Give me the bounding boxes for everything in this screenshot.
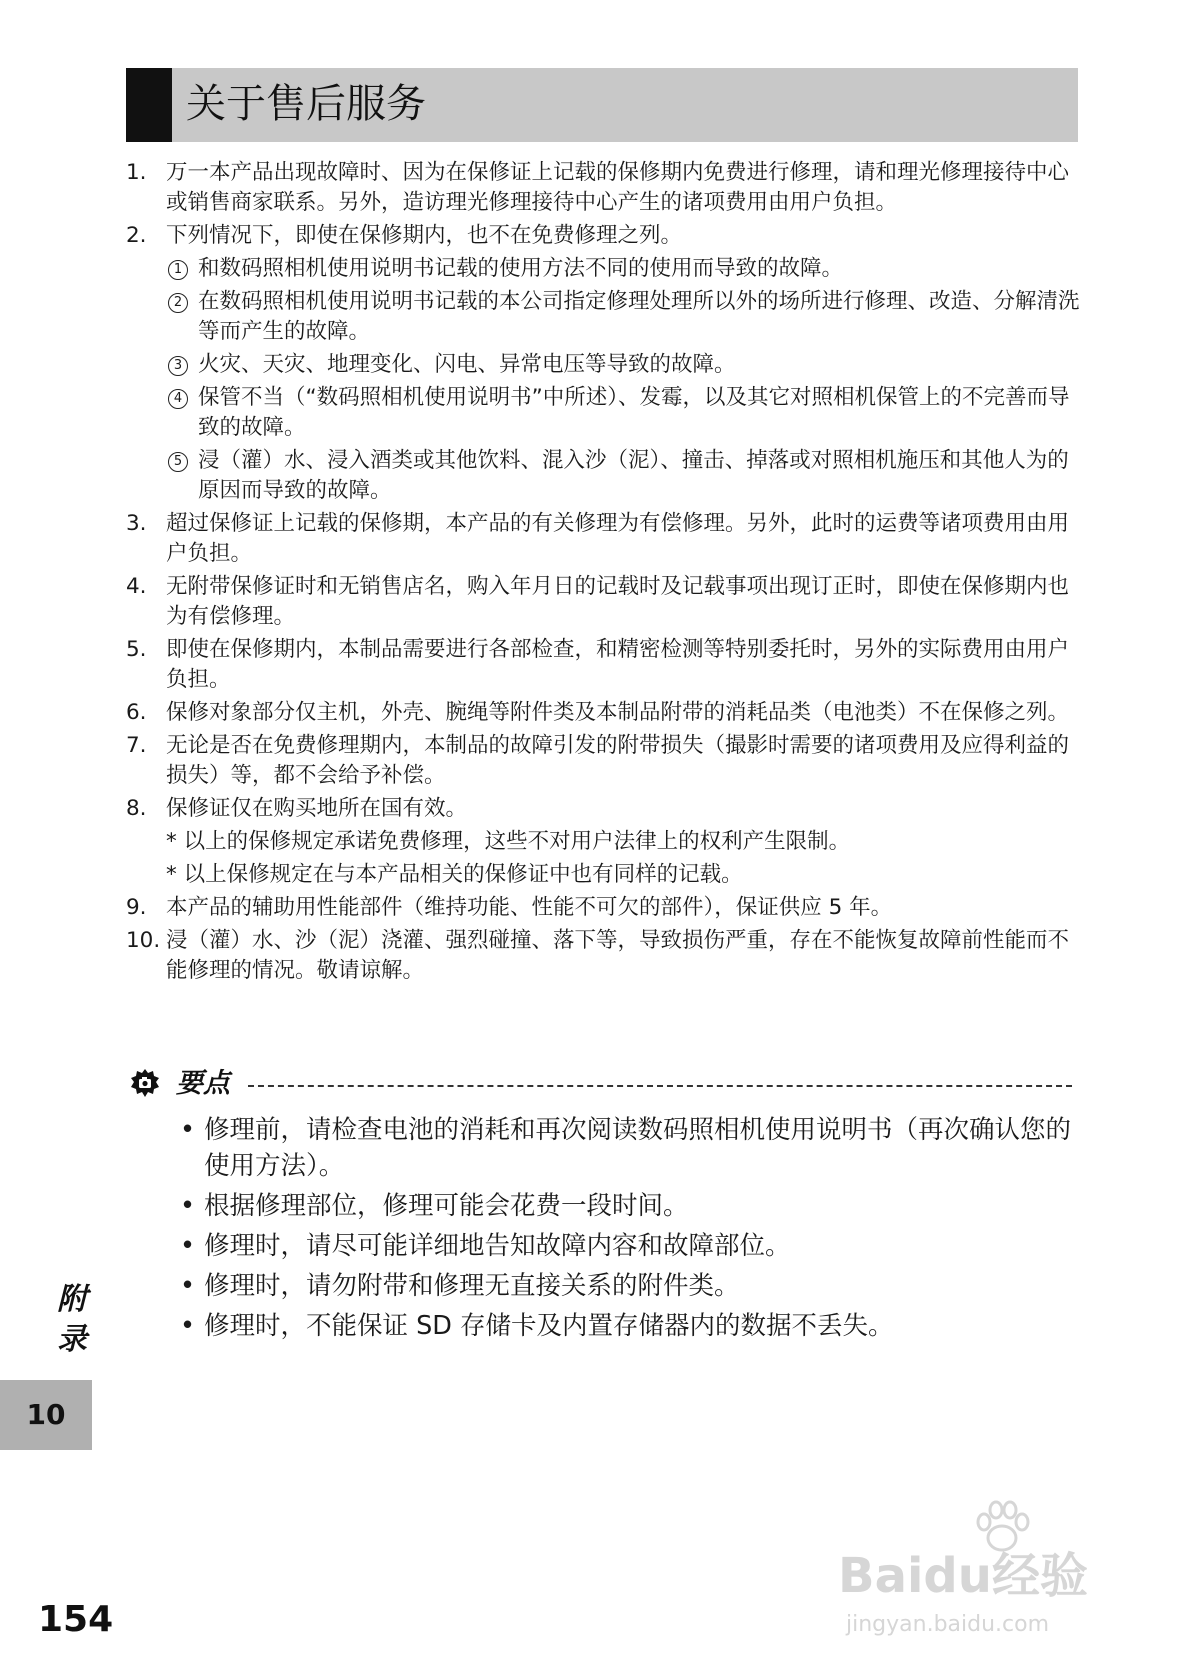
- watermark-url: jingyan.baidu.com: [846, 1612, 1050, 1637]
- list-item: [126, 221, 1081, 251]
- item-number: 2.: [126, 223, 147, 248]
- item-text: 保修对象部分仅主机，外壳、腕绳等附件类及本制品附带的消耗品类（电池类）不在保修之列。: [166, 700, 1070, 725]
- circled-number-icon: 5: [168, 452, 188, 472]
- item-number: 7.: [126, 733, 147, 758]
- tip-text: 修理时，请勿附带和修理无直接关系的附件类。: [204, 1271, 740, 1301]
- item-number: 9.: [126, 895, 147, 920]
- item-text: 保修证仅在购买地所在国有效。: [166, 796, 468, 821]
- sub-item: [126, 350, 1081, 380]
- sub-item: [126, 287, 1081, 347]
- tip-text: 修理时，请尽可能详细地告知故障内容和故障部位。: [204, 1231, 791, 1261]
- item-text: 下列情况下，即使在保修期内，也不在免费修理之列。: [166, 223, 683, 248]
- sub-item-text: 浸（灌）水、浸入酒类或其他饮料、混入沙（泥）、撞击、掉落或对照相机施压和其他人为的原因而导致的故障。: [198, 448, 1069, 503]
- list-item: [126, 731, 1081, 791]
- footnote: * 以上的保修规定承诺免费修理，这些不对用户法律上的权利产生限制。: [166, 829, 851, 854]
- tip-text: 修理前，请检查电池的消耗和再次阅读数码照相机使用说明书（再次确认您的使用方法）。: [204, 1115, 1072, 1181]
- page-number: 154: [38, 1599, 114, 1640]
- item-text: 本产品的辅助用性能部件（维持功能、性能不可欠的部件），保证供应 5 年。: [166, 895, 893, 920]
- item-text: 即使在保修期内，本制品需要进行各部检查，和精密检测等特别委托时，另外的实际费用由用户负担。: [166, 637, 1070, 692]
- bullet-icon: •: [180, 1231, 196, 1261]
- circled-number-icon: 3: [168, 356, 188, 376]
- item-text: 无论是否在免费修理期内，本制品的故障引发的附带损失（撮影时需要的诸项费用及应得利益的损失）等，都不会给予补偿。: [166, 733, 1070, 788]
- page-title: 关于售后服务: [186, 81, 426, 127]
- tip-item: [176, 1268, 1081, 1304]
- sub-item-text: 保管不当（“数码照相机使用说明书”中所述）、发霉，以及其它对照相机保管上的不完善而导致的故障。: [198, 385, 1070, 440]
- bullet-icon: •: [180, 1311, 196, 1341]
- item-number: 3.: [126, 511, 147, 536]
- sub-item-text: 火灾、天灾、地理变化、闪电、异常电压等导致的故障。: [198, 352, 736, 377]
- tip-text: 根据修理部位，修理可能会花费一段时间。: [204, 1191, 689, 1221]
- chapter-number: 10: [26, 1398, 66, 1431]
- tip-item: [176, 1188, 1081, 1224]
- tip-text: 修理时，不能保证 SD 存储卡及内置存储器内的数据不丢失。: [204, 1311, 894, 1341]
- camera-tip-icon: [130, 1068, 160, 1098]
- bullet-icon: •: [180, 1271, 196, 1301]
- list-item: [126, 893, 1081, 923]
- item-number: 8.: [126, 796, 147, 821]
- sub-item: [126, 383, 1081, 443]
- item-number: 1.: [126, 160, 147, 185]
- watermark-logo: Baidu经验: [838, 1548, 1088, 1604]
- list-item: [126, 509, 1081, 569]
- item-number: 6.: [126, 700, 147, 725]
- item-text: 浸（灌）水、沙（泥）浇灌、强烈碰撞、落下等，导致损伤严重，存在不能恢复故障前性能而不能修理的情况。敬请谅解。: [166, 928, 1070, 983]
- list-item: [126, 572, 1081, 632]
- bullet-icon: •: [180, 1115, 196, 1145]
- chapter-tab: [0, 1380, 92, 1450]
- list-item: [126, 794, 1081, 824]
- item-number: 4.: [126, 574, 147, 599]
- circled-number-icon: 2: [168, 293, 188, 313]
- item-number: 10.: [126, 928, 161, 953]
- item-text: 万一本产品出现故障时、因为在保修证上记载的保修期内免费进行修理，请和理光修理接待中心或销售商家联系。另外，造访理光修理接待中心产生的诸项费用由用户负担。: [166, 160, 1070, 215]
- item-text: 超过保修证上记载的保修期，本产品的有关修理为有偿修理。另外，此时的运费等诸项费用由用户负担。: [166, 511, 1070, 566]
- list-item: [126, 926, 1081, 986]
- warranty-list: [126, 158, 1081, 989]
- tip-item: [176, 1228, 1081, 1264]
- dashed-divider: [248, 1085, 1072, 1087]
- title-marker-block: [126, 68, 172, 142]
- sub-item: [126, 446, 1081, 506]
- footnote: * 以上保修规定在与本产品相关的保修证中也有同样的记载。: [166, 862, 743, 887]
- sub-item: [126, 254, 1081, 284]
- tips-label: 要点: [176, 1068, 230, 1099]
- tip-item: [176, 1112, 1081, 1184]
- appendix-side-label: 附录: [57, 1282, 87, 1357]
- list-item: [126, 698, 1081, 728]
- sub-item-text: 在数码照相机使用说明书记载的本公司指定修理处理所以外的场所进行修理、改造、分解清洗等而产生的故障。: [198, 289, 1080, 344]
- item-number: 5.: [126, 637, 147, 662]
- tip-item: [176, 1308, 1081, 1344]
- circled-number-icon: 4: [168, 389, 188, 409]
- tips-list: [176, 1112, 1081, 1348]
- list-item: [126, 635, 1081, 695]
- section-title-bar: [126, 68, 1078, 142]
- circled-number-icon: 1: [168, 260, 188, 280]
- tips-header: [126, 1062, 1076, 1106]
- bullet-icon: •: [180, 1191, 196, 1221]
- baidu-watermark: [828, 1500, 1128, 1660]
- item-text: 无附带保修证时和无销售店名，购入年月日的记载时及记载事项出现订正时，即使在保修期内也为有偿修理。: [166, 574, 1070, 629]
- sub-item-text: 和数码照相机使用说明书记载的使用方法不同的使用而导致的故障。: [198, 256, 844, 281]
- list-item: [126, 158, 1081, 218]
